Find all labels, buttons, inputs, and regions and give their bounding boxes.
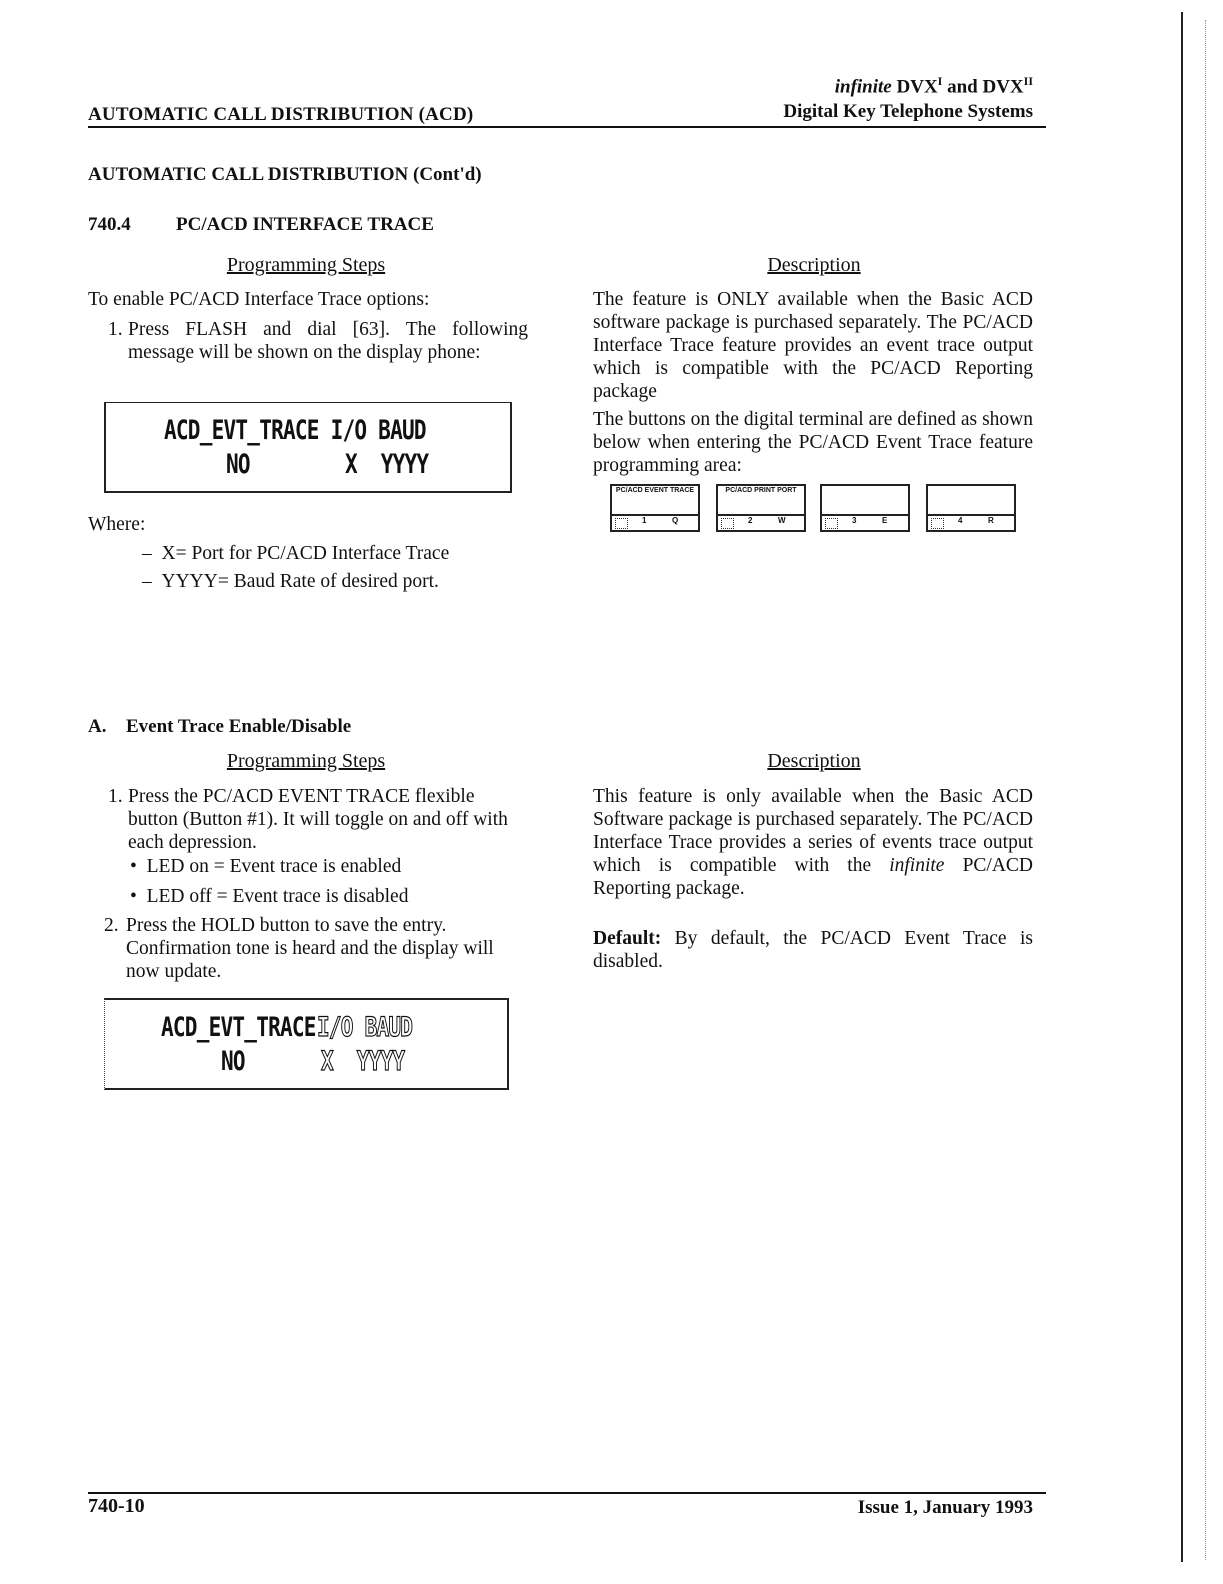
page-number: 740-10 [88, 1495, 145, 1517]
header-brand: infinite [834, 76, 892, 98]
part-a-programming-steps-heading: Programming Steps [226, 750, 386, 772]
part-a-description-heading: Description [767, 750, 861, 772]
where-item-1-text: X= Port for PC/ACD Interface Trace [161, 543, 450, 564]
default-text: By default, the PC/ACD Event Trace is disabled. [593, 928, 1034, 972]
lcd2-line-2a: NO [221, 1046, 245, 1077]
bullet-2: • LED off = Event trace is disabled [130, 886, 409, 907]
part-a-description [593, 785, 1033, 900]
step1-text: Press FLASH and dial [63]. The following message will be shown on the display phone: [128, 319, 528, 363]
flex-button-1-label: PC/ACD EVENT TRACE [615, 487, 695, 494]
lcd2-line-2b: X YYYY [321, 1046, 405, 1077]
flex-button-4 [926, 484, 1016, 532]
part-a-step2-text: Press the HOLD button to save the entry. Confirmation tone is heard and the display will now update. [126, 915, 494, 982]
bullet-1: • LED on = Event trace is enabled [130, 856, 402, 877]
bullet-2-text: LED off = Event trace is disabled [146, 886, 409, 907]
flex-button-2-label: PC/ACD PRINT PORT [725, 487, 797, 494]
part-a-default [593, 927, 1033, 973]
header-rule [88, 126, 1046, 128]
lcd2-line-1b: I/O BAUD [317, 1012, 413, 1043]
lcd-line-2: NO X YYYY [226, 449, 429, 480]
flex-button-2-num: 2 [748, 516, 753, 525]
description-para-1: The feature is ONLY available when the Basic ACD software package is purchased separately. The PC/ACD Interface Trace feature provides an event trace output which is compatible with the PC/ACD Reporting package [593, 289, 1033, 402]
flex-button-1-letter: Q [672, 516, 679, 525]
header-section-title: AUTOMATIC CALL DISTRIBUTION (ACD) [88, 104, 474, 125]
where-item-2-text: YYYY= Baud Rate of desired port. [161, 571, 439, 592]
part-a-letter: A. [88, 716, 107, 737]
section-cont-heading: AUTOMATIC CALL DISTRIBUTION (Cont'd) [88, 164, 482, 185]
lcd-line-1: ACD_EVT_TRACE I/O BAUD [164, 415, 426, 446]
bullet-1-text: LED on = Event trace is enabled [146, 856, 402, 877]
flex-button-2 [716, 484, 806, 532]
issue-date: Issue 1, January 1993 [857, 1497, 1033, 1518]
flex-button-1-num: 1 [642, 516, 647, 525]
where-item-1: – X= Port for PC/ACD Interface Trace [142, 543, 450, 564]
description-para-2: The buttons on the digital terminal are defined as shown below when entering the PC/ACD Event Trace feature programming area: [593, 409, 1033, 476]
section-number: 740.4 [88, 214, 131, 235]
intro-text: To enable PC/ACD Interface Trace options: [88, 289, 430, 310]
part-a-desc-post: PC/ACD Reporting package. [593, 855, 1034, 899]
header-product [835, 74, 1033, 98]
where-label: Where: [88, 514, 146, 535]
header-sup2: II [1023, 74, 1033, 88]
led-icon [931, 518, 944, 529]
part-a-step2-number: 2. [104, 915, 119, 936]
header-and-dvx2: and DVX [947, 76, 1024, 98]
flex-button-1 [610, 484, 700, 532]
lcd-display [104, 402, 512, 493]
flex-button-3-num: 3 [852, 516, 857, 525]
default-label: Default: [593, 928, 662, 949]
footer-rule [88, 1492, 1046, 1494]
part-a-step1-number: 1. [108, 786, 123, 807]
flex-button-3 [820, 484, 910, 532]
scan-edge-dots [1205, 20, 1207, 1560]
part-a-step1-text: Press the PC/ACD EVENT TRACE flexible button (Button #1). It will toggle on and off with each depression. [128, 786, 508, 853]
part-a-desc-pre: This feature is only available when the Basic ACD Software package is purchased separately. The PC/ACD Interface Trace provides a series of events trace output which is compatible with the [593, 786, 1033, 876]
header-dvx1: DVX [896, 76, 938, 98]
part-a-desc-brand: infinite [889, 855, 945, 876]
part-a-title: Event Trace Enable/Disable [126, 716, 352, 737]
section-title: PC/ACD INTERFACE TRACE [176, 214, 434, 235]
where-item-2: – YYYY= Baud Rate of desired port. [142, 571, 439, 592]
step1-number: 1. [108, 319, 123, 340]
led-icon [721, 518, 734, 529]
lcd2-line-1a: ACD_EVT_TRACE [161, 1012, 316, 1043]
flex-button-4-num: 4 [958, 516, 963, 525]
header-sup1: I [937, 74, 943, 88]
flex-button-2-letter: W [778, 516, 786, 525]
flex-button-4-letter: R [988, 516, 994, 525]
description-heading: Description [767, 254, 861, 276]
programming-steps-heading: Programming Steps [226, 254, 386, 276]
flex-button-3-letter: E [882, 516, 888, 525]
right-margin-rule [1181, 12, 1183, 1562]
led-icon [825, 518, 838, 529]
lcd-display-updated [104, 998, 509, 1090]
header-system-name: Digital Key Telephone Systems [783, 101, 1033, 122]
led-icon [615, 518, 628, 529]
